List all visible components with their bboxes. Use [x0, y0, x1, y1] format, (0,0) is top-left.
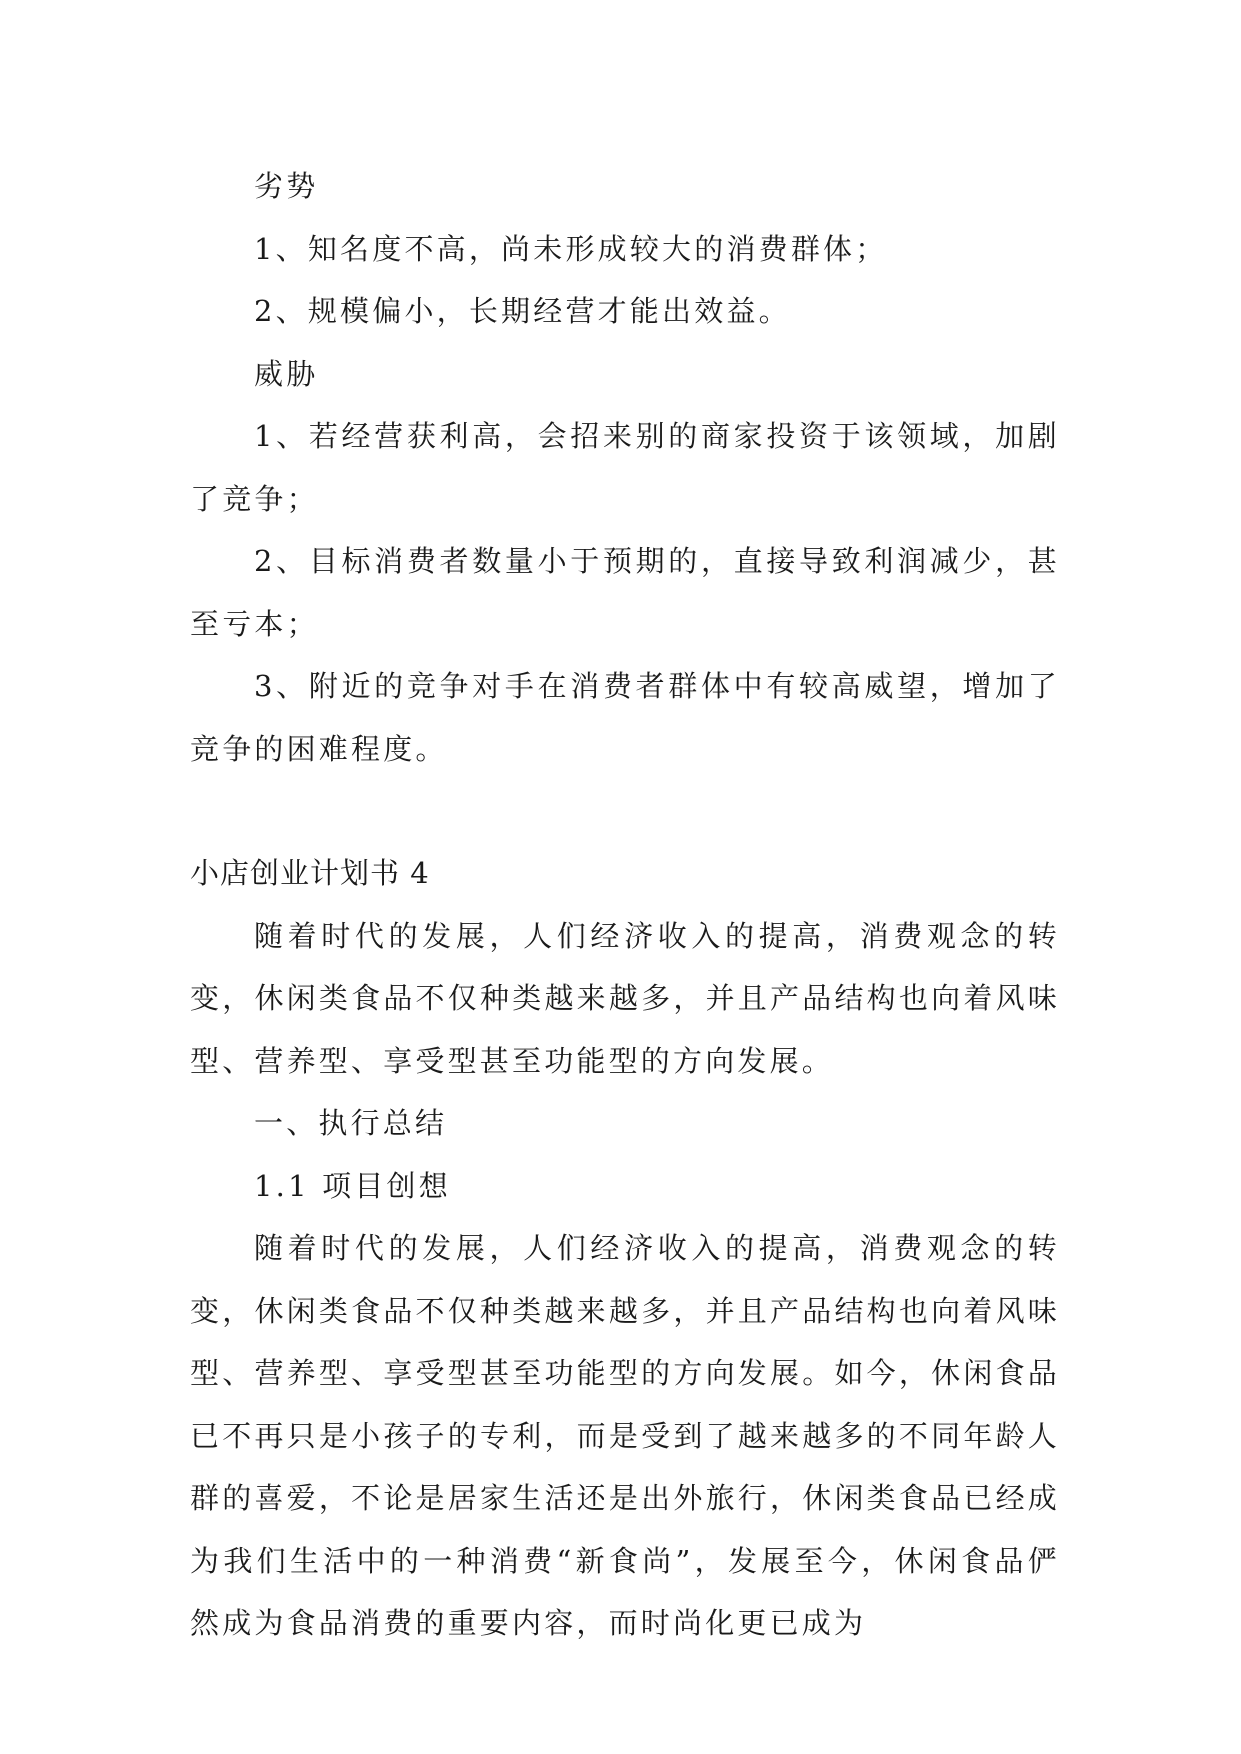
weakness-item: 2、规模偏小，长期经营才能出效益。 — [254, 294, 791, 328]
section-heading-threat: 威胁 — [254, 356, 319, 391]
heading-executive-summary: 一、执行总结 — [254, 1106, 448, 1140]
section-heading-weakness: 劣势 — [254, 169, 319, 203]
body-paragraph: 随着时代的发展，人们经济收入的提高，消费观念的转变，休闲类食品不仅种类越来越多，并且产品结构也向着风味型、营养型、享受型甚至功能型的方向发展。如今，休闲食品已不再只是小孩子的专利，而是受到了越来越多的不同年龄人群的喜爱，不论是居家生活还是出外旅行，休闲类食品已经成为我们生活中的一种消费“新食尚”，发展至今，休闲食品俨然成为食品消费的重要内容，而时尚化更已成为 — [190, 1231, 1060, 1640]
threat-item: 1、若经营获利高，会招来别的商家投资于该领域，加剧了竞争； — [190, 419, 1060, 516]
document-body — [190, 155, 1060, 1655]
weakness-item: 1、知名度不高，尚未形成较大的消费群体； — [254, 231, 888, 266]
intro-paragraph: 随着时代的发展，人们经济收入的提高，消费观念的转变，休闲类食品不仅种类越来越多，并且产品结构也向着风味型、营养型、享受型甚至功能型的方向发展。 — [190, 918, 1060, 1078]
threat-item: 2、目标消费者数量小于预期的，直接导致利润减少，甚至亏本； — [190, 544, 1060, 641]
heading-project-idea: 1.1 项目创想 — [254, 1168, 451, 1203]
threat-item: 3、附近的竞争对手在消费者群体中有较高威望，增加了竞争的困难程度。 — [190, 669, 1060, 766]
document-title: 小店创业计划书 4 — [190, 856, 430, 890]
